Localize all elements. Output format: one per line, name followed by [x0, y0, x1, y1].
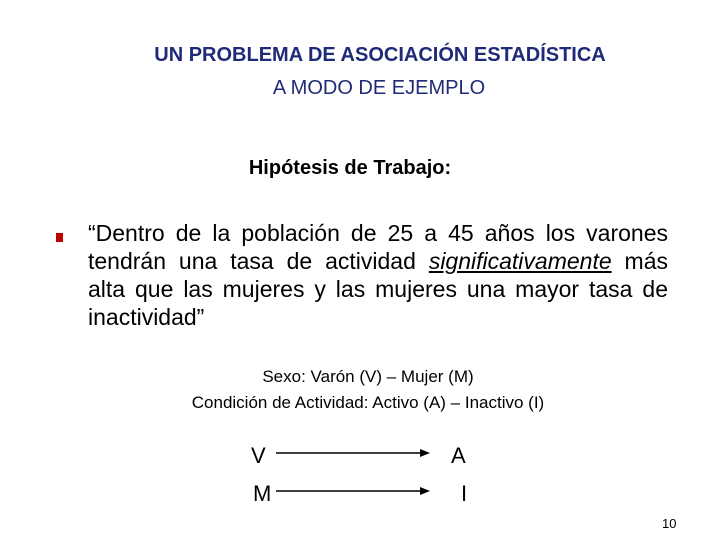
- hypothesis-text-part2: más alta que las mujeres y las mujeres una mayor tasa de inactividad”: [88, 248, 668, 330]
- arrow-right-icon: [276, 446, 430, 460]
- page-number: 10: [662, 516, 677, 531]
- hypothesis-heading: Hipótesis de Trabajo:: [248, 157, 452, 179]
- hypothesis-text-part1: “Dentro de la población de 25 a 45 años los varones tendrán una tasa de actividad: [88, 220, 668, 274]
- diagram-label-v: V: [251, 443, 266, 468]
- hypothesis-text: [88, 219, 668, 331]
- hypothesis-emphasis: significativamente: [428, 248, 612, 274]
- bullet-square-icon: [56, 233, 63, 242]
- diagram-label-m: M: [253, 481, 272, 506]
- diagram-label-i: I: [461, 481, 468, 506]
- arrow-right-icon: [276, 484, 430, 498]
- definition-activity: Condición de Actividad: Activo (A) – Inactivo (I): [191, 393, 545, 412]
- slide-subtitle: A MODO DE EJEMPLO: [272, 77, 486, 99]
- diagram-label-a: A: [451, 443, 466, 468]
- definition-sex: Sexo: Varón (V) – Mujer (M): [262, 367, 474, 386]
- variable-definitions: [0, 364, 720, 416]
- slide-title: UN PROBLEMA DE ASOCIACIÓN ESTADÍSTICA: [154, 44, 606, 66]
